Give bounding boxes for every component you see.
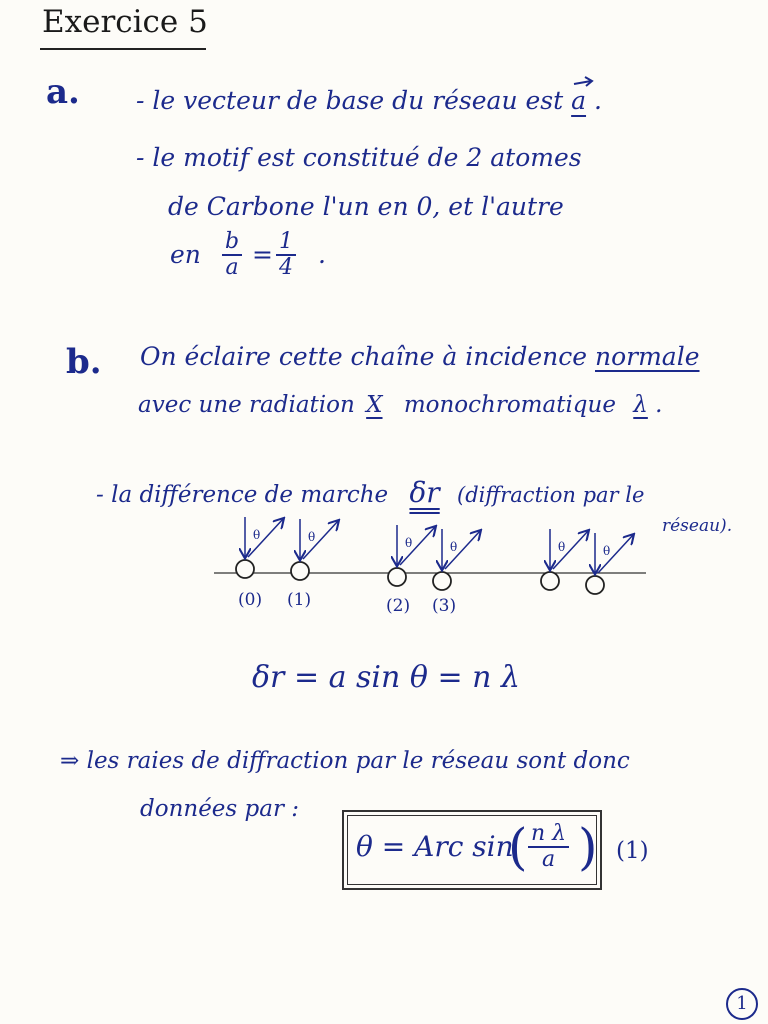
theta-label: θ — [603, 544, 611, 558]
part-b-line3-text: - la différence de marche — [96, 482, 389, 508]
part-a-line1-end: . — [593, 86, 602, 115]
carbon-atom — [291, 562, 309, 580]
part-a-line1-text: - le vecteur de base du réseau est — [136, 86, 564, 115]
normale-underlined: normale — [595, 342, 700, 371]
fraction-n-lambda-over-a — [528, 822, 569, 872]
vector-a-letter: a — [571, 86, 587, 115]
carbon-atom — [236, 560, 254, 578]
fraction-n-lambda: n λ — [531, 821, 567, 846]
part-b-line2 — [138, 392, 662, 418]
radiation-x: X — [366, 392, 383, 418]
carbon-atom — [541, 572, 559, 590]
conclusion-line1: ⇒ les raies de diffraction par le réseau sont donc — [60, 748, 630, 774]
theta-label: θ — [308, 530, 316, 544]
fraction-a: a — [225, 255, 239, 280]
atom-label-3: (3) — [432, 596, 457, 616]
fraction-a: a — [541, 847, 556, 872]
equation-tag: (1) — [616, 838, 649, 864]
page-number-badge: 1 — [726, 988, 758, 1020]
delta-r-symbol: δr — [409, 476, 440, 509]
carbon-atom — [586, 576, 604, 594]
vector-arrow-icon — [573, 76, 595, 88]
exercise-title: Exercice 5 — [42, 4, 208, 40]
fraction-4: 4 — [279, 255, 293, 280]
part-b-line2-text: avec une radiation — [138, 392, 355, 418]
part-b-line1-text: On éclaire cette chaîne à incidence — [140, 342, 588, 371]
title-underline — [40, 48, 206, 50]
carbon-atom — [433, 572, 451, 590]
chain-diagram — [200, 505, 660, 615]
right-paren: ) — [578, 818, 598, 876]
atom-label-1: (1) — [287, 590, 312, 610]
part-a-line2: - le motif est constitué de 2 atomes — [136, 143, 582, 172]
part-b-line3-paren2: réseau). — [662, 516, 733, 536]
part-a-line4-end: . — [318, 240, 326, 269]
part-a-line3: de Carbone l'un en 0, et l'autre — [168, 192, 564, 221]
part-b-line2-mid: monochromatique — [403, 392, 616, 418]
part-a-label: a. — [46, 72, 80, 112]
carbon-atom — [388, 568, 406, 586]
part-b-label: b. — [66, 342, 102, 382]
part-a-line1 — [136, 86, 602, 115]
fraction-b: b — [225, 229, 240, 254]
fraction-one-quarter — [276, 230, 296, 280]
path-difference-equation: δr = a sin θ = n λ — [252, 660, 521, 695]
theta-label: θ — [405, 536, 413, 550]
equals-sign: = — [252, 240, 273, 269]
conclusion-line2: données par : — [140, 796, 300, 822]
part-b-line1 — [140, 342, 700, 371]
theta-label: θ — [558, 540, 566, 554]
fraction-1: 1 — [279, 229, 293, 254]
theta-label: θ — [450, 540, 458, 554]
atom-label-2: (2) — [386, 596, 411, 616]
fraction-b-over-a — [222, 230, 242, 280]
vector-a — [571, 86, 586, 115]
part-a-line4-prefix: en — [170, 240, 201, 269]
part-b-line3-paren: (diffraction par le — [457, 483, 645, 507]
part-b-line2-end: . — [655, 392, 663, 418]
boxed-left: θ = Arc sin — [356, 830, 514, 863]
atom-label-0: (0) — [238, 590, 263, 610]
lambda-symbol: λ — [633, 392, 648, 418]
left-paren: ( — [508, 818, 528, 876]
theta-label: θ — [253, 528, 261, 542]
